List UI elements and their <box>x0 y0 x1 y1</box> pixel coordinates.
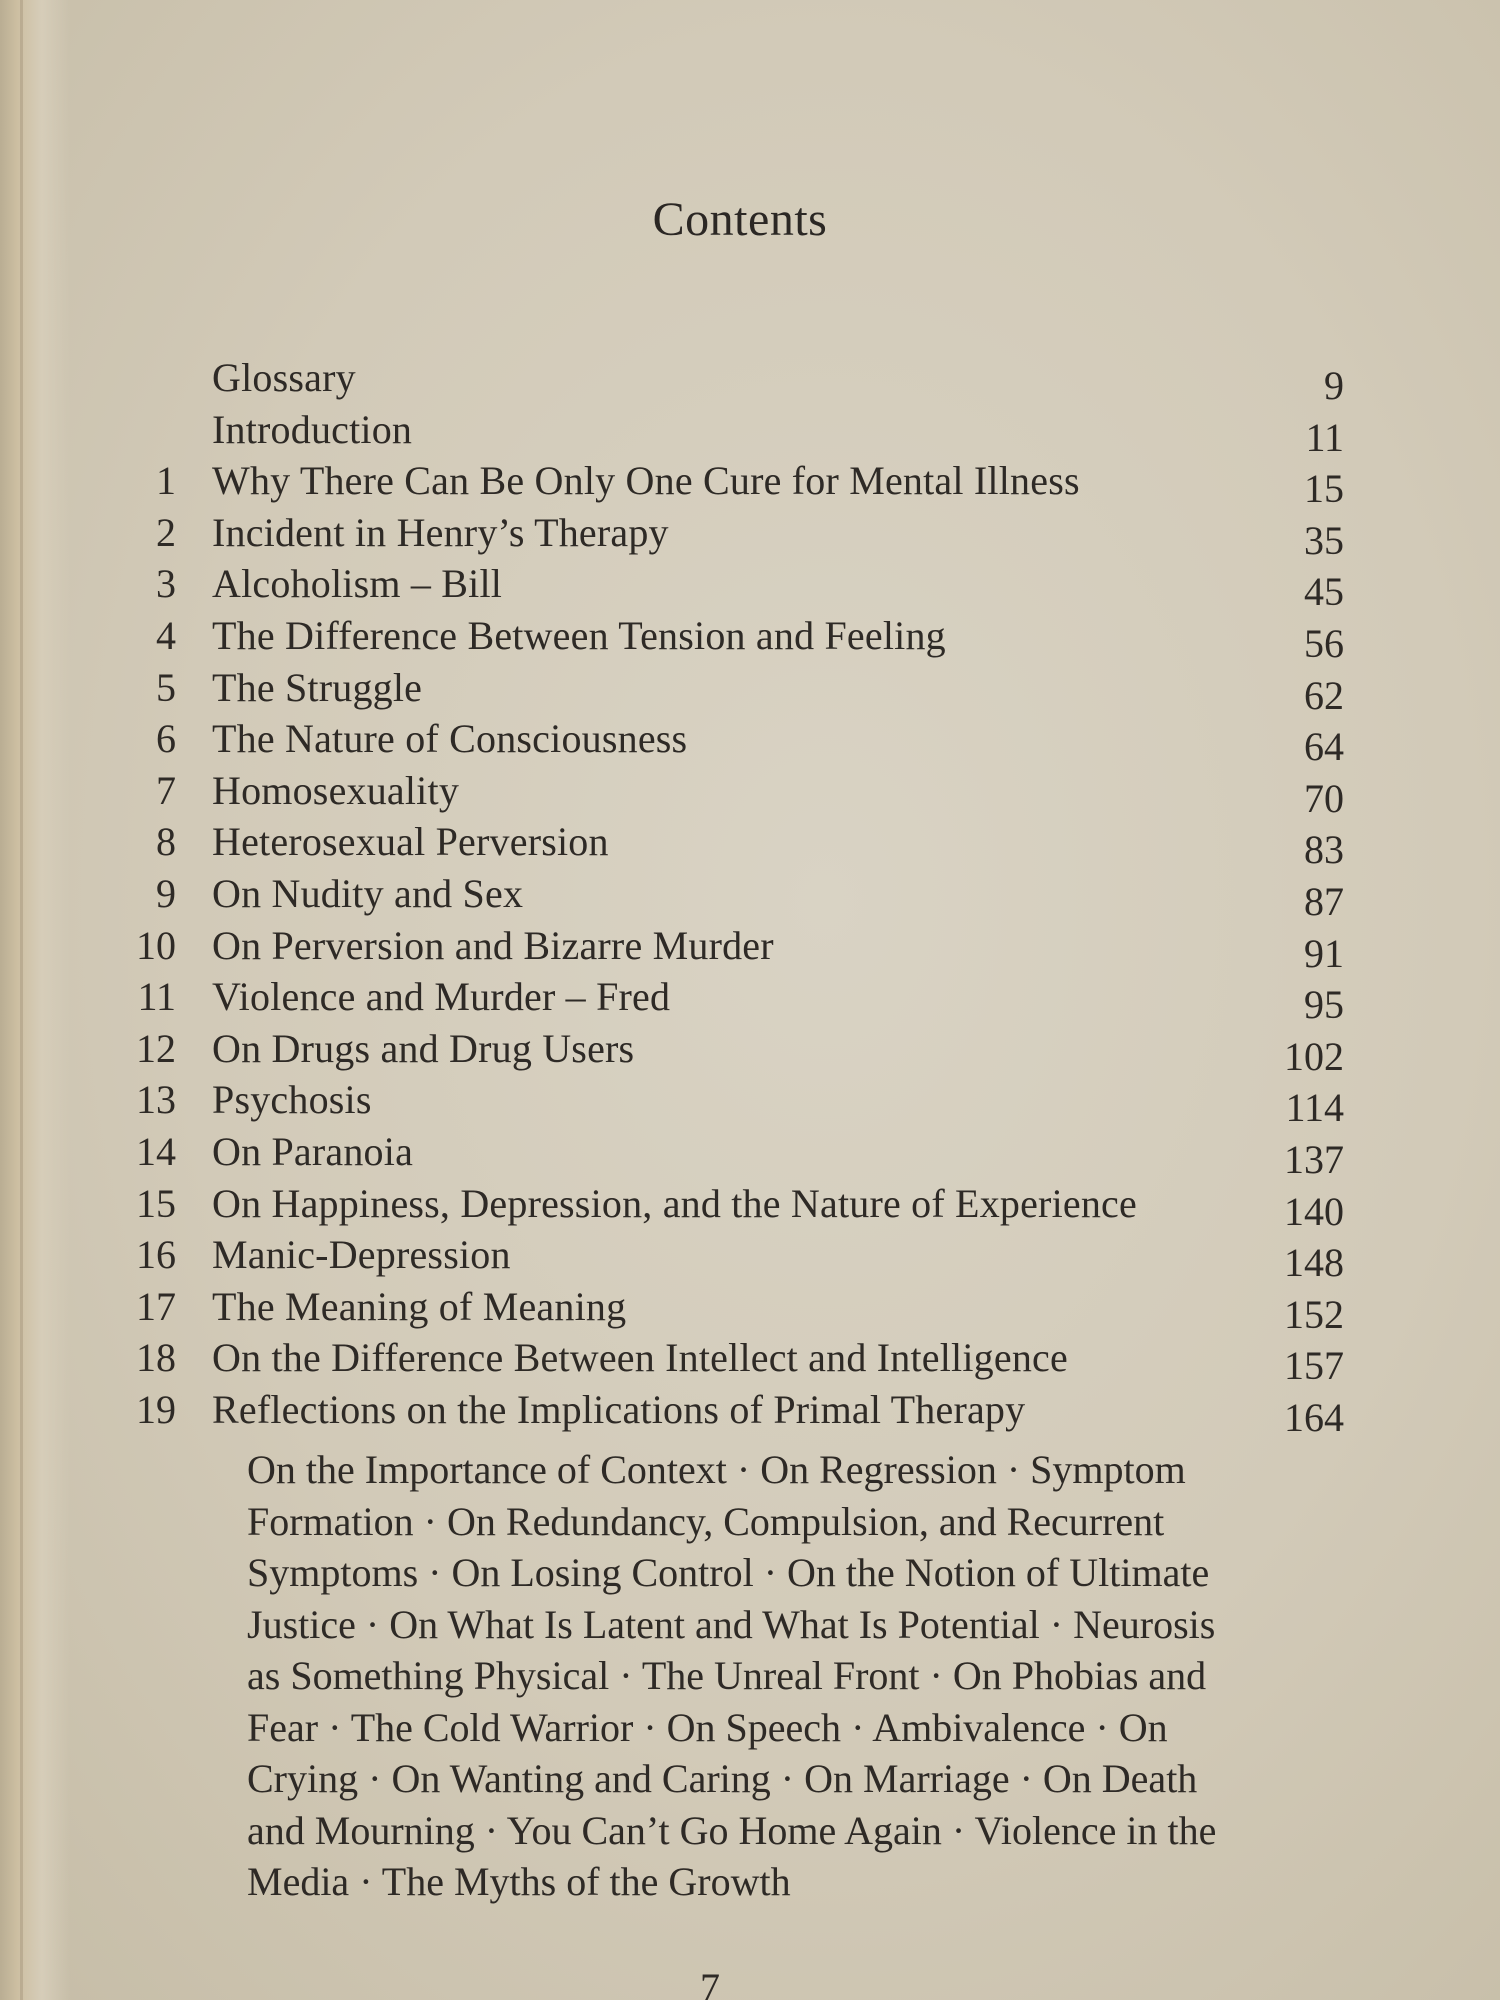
page-reference: 45 <box>1304 569 1344 615</box>
subtopic: On the Notion of Ultimate Justice <box>247 1550 1210 1647</box>
chapter-number: 3 <box>156 561 176 607</box>
toc-entry <box>0 352 1500 408</box>
page-reference: 11 <box>1305 414 1344 460</box>
subtopic: On Crying <box>247 1704 1168 1801</box>
subtopic-separator: · <box>919 1653 953 1698</box>
subtopic: You Can’t Go Home Again <box>506 1807 942 1853</box>
subtopic: On What Is Latent and What Is Potential <box>389 1601 1040 1647</box>
subtopic-separator: · <box>996 1447 1031 1492</box>
table-of-contents <box>0 352 1500 1440</box>
chapter-title: The Difference Between Tension and Feeling <box>212 612 946 658</box>
chapter-title: Psychosis <box>212 1077 372 1123</box>
chapter-title: Glossary <box>212 355 356 400</box>
page-reference: 140 <box>1284 1188 1344 1234</box>
subtopic: Ambivalence <box>872 1704 1086 1750</box>
toc-entry <box>0 868 1500 924</box>
chapter-number: 13 <box>136 1077 176 1123</box>
page-reference: 148 <box>1284 1240 1344 1286</box>
chapter-number: 8 <box>156 819 176 865</box>
page-reference: 64 <box>1304 724 1344 770</box>
page-reference: 91 <box>1304 930 1344 976</box>
subtopic-separator: · <box>1039 1601 1074 1647</box>
subtopic: Violence in the Media <box>247 1807 1217 1904</box>
subtopic-separator: · <box>1085 1704 1119 1750</box>
subtopic: On Speech <box>666 1704 842 1750</box>
toc-entry <box>0 455 1500 512</box>
page-reference: 56 <box>1304 620 1344 666</box>
page-reference: 35 <box>1304 517 1344 563</box>
toc-entry <box>0 816 1500 873</box>
subtopic-separator: · <box>349 1859 382 1904</box>
chapter-number: 6 <box>156 716 176 762</box>
chapter-number: 12 <box>136 1025 176 1071</box>
subtopic: On the Importance of Context <box>247 1447 727 1492</box>
toc-entry <box>0 713 1500 770</box>
chapter-title: On Drugs and Drug Users <box>212 1025 635 1071</box>
chapter-title: Homosexuality <box>212 767 460 813</box>
subtopic-separator: · <box>633 1704 667 1750</box>
chapter-title: On Perversion and Bizarre Murder <box>212 922 774 968</box>
chapter-title: Why There Can Be Only One Cure for Mental Illness <box>212 458 1080 504</box>
page-reference: 70 <box>1304 775 1344 821</box>
toc-entry <box>0 1178 1500 1234</box>
chapter-number: 9 <box>156 870 176 916</box>
toc-entry <box>0 1126 1500 1182</box>
subtopic-separator: · <box>474 1807 507 1853</box>
toc-entry <box>0 1074 1500 1131</box>
chapter-title: The Meaning of Meaning <box>212 1283 627 1329</box>
page-reference: 137 <box>1284 1136 1344 1182</box>
chapter-number: 18 <box>136 1335 176 1381</box>
subtopic-separator: · <box>770 1756 805 1801</box>
page-reference: 157 <box>1284 1343 1344 1389</box>
page-reference: 102 <box>1284 1033 1344 1079</box>
page-reference: 152 <box>1284 1291 1344 1337</box>
toc-entry <box>0 610 1500 666</box>
subtopic: On Redundancy, Compulsion, and Recurrent Symptoms <box>247 1498 1165 1595</box>
subtopic: Symptom Formation <box>247 1447 1186 1544</box>
subtopic-separator: · <box>413 1498 447 1544</box>
chapter-number: 17 <box>136 1283 176 1329</box>
page-title: Contents <box>652 193 828 246</box>
subtopic: On Marriage <box>804 1756 1010 1801</box>
toc-entry <box>0 1229 1500 1286</box>
subtopic: The Myths of the Growth <box>381 1859 791 1904</box>
chapter-title: Heterosexual Perversion <box>212 819 609 865</box>
chapter-number: 2 <box>156 509 176 555</box>
subtopic: Neurosis as Something Physical <box>247 1601 1216 1698</box>
subtopic-separator: · <box>841 1704 873 1750</box>
subtopic: The Unreal Front <box>641 1653 920 1698</box>
toc-entry <box>0 1384 1500 1440</box>
toc-entry <box>0 1281 1500 1337</box>
chapter-title: Manic-Depression <box>212 1232 511 1278</box>
subtopic-separator: · <box>418 1550 452 1595</box>
chapter-number: 19 <box>136 1386 176 1432</box>
toc-entry <box>0 765 1500 821</box>
subtopic-separator: · <box>753 1550 788 1595</box>
subtopic-separator: · <box>1009 1756 1043 1801</box>
subtopic: On Death and Mourning <box>247 1756 1198 1853</box>
page-reference: 15 <box>1304 466 1344 512</box>
subtopic-separator: · <box>609 1653 642 1698</box>
chapter-number: 11 <box>137 974 176 1020</box>
chapter-title: The Nature of Consciousness <box>212 716 688 762</box>
subtopic: On Regression <box>760 1447 997 1492</box>
chapter-number: 4 <box>156 612 176 658</box>
page-reference: 114 <box>1285 1085 1344 1131</box>
chapter-19-subtopics <box>247 1444 1257 1908</box>
chapter-title: The Struggle <box>212 664 423 710</box>
subtopic: The Cold Warrior <box>350 1704 634 1750</box>
page-reference: 164 <box>1284 1394 1344 1440</box>
toc-entry <box>0 507 1500 563</box>
chapter-title: Introduction <box>212 406 413 452</box>
chapter-title: On the Difference Between Intellect and Intelligence <box>212 1335 1068 1381</box>
subtopic-separator: · <box>941 1807 975 1853</box>
toc-entry <box>0 971 1500 1028</box>
toc-entry <box>0 662 1500 718</box>
chapter-title: Reflections on the Implications of Primal Therapy <box>212 1386 1026 1432</box>
toc-entry <box>0 404 1500 460</box>
subtopic-separator: · <box>358 1756 392 1801</box>
subtopic-separator: · <box>355 1601 390 1647</box>
toc-entry <box>0 920 1500 976</box>
chapter-title: Alcoholism – Bill <box>212 561 503 607</box>
page-reference: 9 <box>1324 363 1344 408</box>
page-reference: 62 <box>1304 672 1344 718</box>
toc-entry <box>0 1332 1500 1389</box>
chapter-title: Violence and Murder – Fred <box>212 974 671 1020</box>
chapter-number: 5 <box>156 664 176 710</box>
page-number: 7 <box>700 1965 720 2000</box>
page-reference: 95 <box>1304 982 1344 1028</box>
subtopic: On Phobias and Fear <box>247 1653 1207 1750</box>
chapter-number: 1 <box>156 458 176 504</box>
chapter-title: On Paranoia <box>212 1128 414 1174</box>
chapter-title: On Nudity and Sex <box>212 870 524 916</box>
chapter-number: 15 <box>136 1180 176 1226</box>
chapter-number: 14 <box>136 1128 176 1174</box>
subtopic: On Wanting and Caring <box>391 1756 771 1801</box>
chapter-number: 7 <box>156 767 176 813</box>
subtopic-separator: · <box>318 1704 351 1750</box>
chapter-title: On Happiness, Depression, and the Nature of Experience <box>212 1180 1137 1226</box>
chapter-number: 10 <box>136 922 176 968</box>
subtopic-separator: · <box>726 1447 761 1492</box>
subtopic: On Losing Control <box>451 1550 754 1595</box>
toc-entry <box>0 1023 1500 1079</box>
chapter-number: 16 <box>136 1232 176 1278</box>
page-reference: 83 <box>1304 827 1344 873</box>
toc-entry <box>0 558 1500 615</box>
page-reference: 87 <box>1304 878 1344 924</box>
chapter-title: Incident in Henry’s Therapy <box>212 509 669 555</box>
